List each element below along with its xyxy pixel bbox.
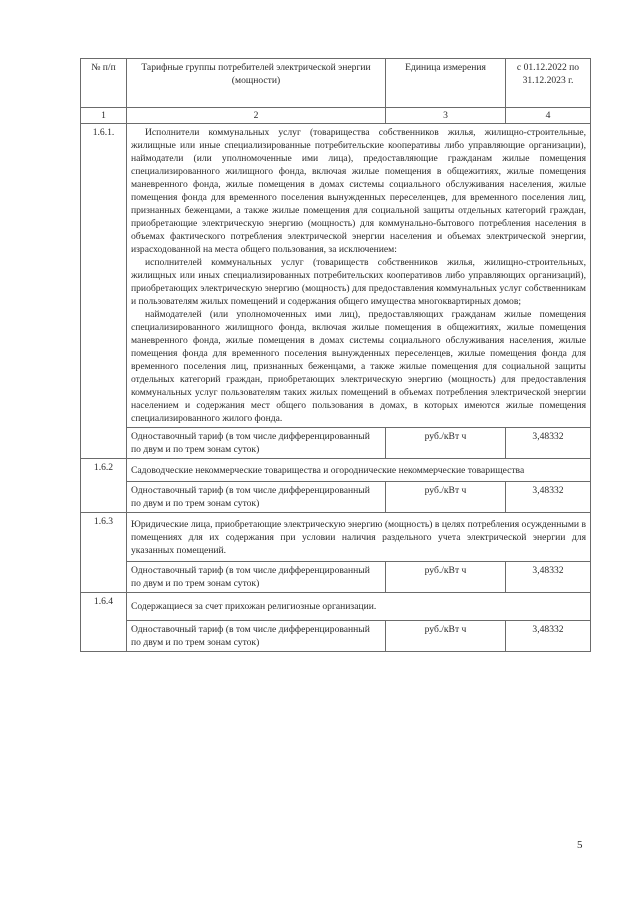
tariff-unit: руб./кВт ч — [386, 428, 506, 459]
table-row — [81, 593, 591, 621]
consumer-group-description — [127, 593, 591, 621]
row-number: 1.6.2 — [81, 459, 127, 513]
header-unit: Единица измерения — [386, 59, 506, 108]
header-period: с 01.12.2022 по 31.12.2023 г. — [506, 59, 591, 108]
table-row — [81, 459, 591, 482]
column-index: 3 — [386, 108, 506, 124]
column-index: 2 — [127, 108, 386, 124]
tariff-value: 3,48332 — [506, 621, 591, 652]
tariff-name: Одноставочный тариф (в том числе дифференцированный по двум и по трем зонам суток) — [127, 562, 386, 593]
tariff-name: Одноставочный тариф (в том числе дифференцированный по двум и по трем зонам суток) — [127, 428, 386, 459]
tariff-row — [81, 428, 591, 459]
tariff-value: 3,48332 — [506, 428, 591, 459]
description-paragraph: Содержащиеся за счет прихожан религиозные организации. — [131, 601, 377, 612]
row-number: 1.6.4 — [81, 593, 127, 652]
table-header-row — [81, 59, 591, 108]
column-index: 1 — [81, 108, 127, 124]
table-row — [81, 513, 591, 562]
header-number: № п/п — [81, 59, 127, 108]
table-row — [81, 124, 591, 428]
tariff-unit: руб./кВт ч — [386, 562, 506, 593]
tariff-value: 3,48332 — [506, 482, 591, 513]
header-consumer-group: Тарифные группы потребителей электрической энергии (мощности) — [127, 59, 386, 108]
tariff-name: Одноставочный тариф (в том числе дифференцированный по двум и по трем зонам суток) — [127, 482, 386, 513]
row-number: 1.6.1. — [81, 124, 127, 459]
row-number: 1.6.3 — [81, 513, 127, 593]
tariff-name: Одноставочный тариф (в том числе дифференцированный по двум и по трем зонам суток) — [127, 621, 386, 652]
tariff-row — [81, 562, 591, 593]
tariff-table — [80, 58, 591, 652]
tariff-unit: руб./кВт ч — [386, 621, 506, 652]
column-index: 4 — [506, 108, 591, 124]
consumer-group-description — [127, 459, 591, 482]
description-paragraph: Юридические лица, приобретающие электрическую энергию (мощность) в целях потребления осужденными в помещениях для их содержания при условии наличия раздельного учета электрической энергии для указанных помещений. — [131, 519, 586, 556]
tariff-unit: руб./кВт ч — [386, 482, 506, 513]
description-paragraph: исполнителей коммунальных услуг (товариществ собственников жилья, жилищно-строительных, жилищных или иных специализированных потребительских кооперативов либо управляющих организаций), приобретающих электрическую энергию (мощность) для предоставления коммунальных услуг собственникам и пользователям жилых помещений и содержания общего имущества многоквартирных домов; — [131, 257, 586, 307]
description-paragraph: Садоводческие некоммерческие товарищества и огороднические некоммерческие товарищества — [131, 465, 525, 476]
tariff-row — [81, 482, 591, 513]
tariff-row — [81, 621, 591, 652]
description-paragraph: наймодателей (или уполномоченных ими лиц), предоставляющих гражданам жилые помещения специализированного жилищного фонда, включая жилые помещения в общежитиях, жилые помещения маневренного фонда, жилые помещения в домах системы социального обслуживания населения, жилые помещения фонда для временного поселения вынужденных переселенцев, жилые помещения фонда для временного поселения лиц, признанных беженцами, а также жилые помещения для социальной защиты отдельных категорий граждан, приобретающих электрическую энергию (мощность) для предоставления коммунальных услуг пользователям таких жилых помещений в объемах потребления электрической энергии населением и содержания мест общего пользования в домах, в которых имеются жилые помещения специализированного жилого фонда. — [131, 309, 586, 424]
tariff-value: 3,48332 — [506, 562, 591, 593]
description-paragraph: Исполнители коммунальных услуг (товарищества собственников жилья, жилищно-строительные, жилищные или иные специализированные потребительские кооперативы либо управляющие организации), наймодатели (или уполномоченные ими лица), предоставляющие гражданам жилые помещения специализированного жилищного фонда, включая жилые помещения в общежитиях, жилые помещения маневренного фонда, жилые помещения в домах системы социального обслуживания населения, жилые помещения фонда для временного поселения вынужденных переселенцев, для временного поселения лиц, признанных беженцами, а также жилые помещения для социальной защиты отдельных категорий граждан, приобретающие электрическую энергию (мощность) для коммунально-бытового потребления населения в объемах фактического потребления электрической энергии населения и объемах электрической энергии, израсходованной на места общего пользования, за исключением: — [131, 127, 586, 255]
consumer-group-description — [127, 513, 591, 562]
column-index-row — [81, 108, 591, 124]
consumer-group-description — [127, 124, 591, 428]
page-number: 5 — [577, 839, 583, 851]
